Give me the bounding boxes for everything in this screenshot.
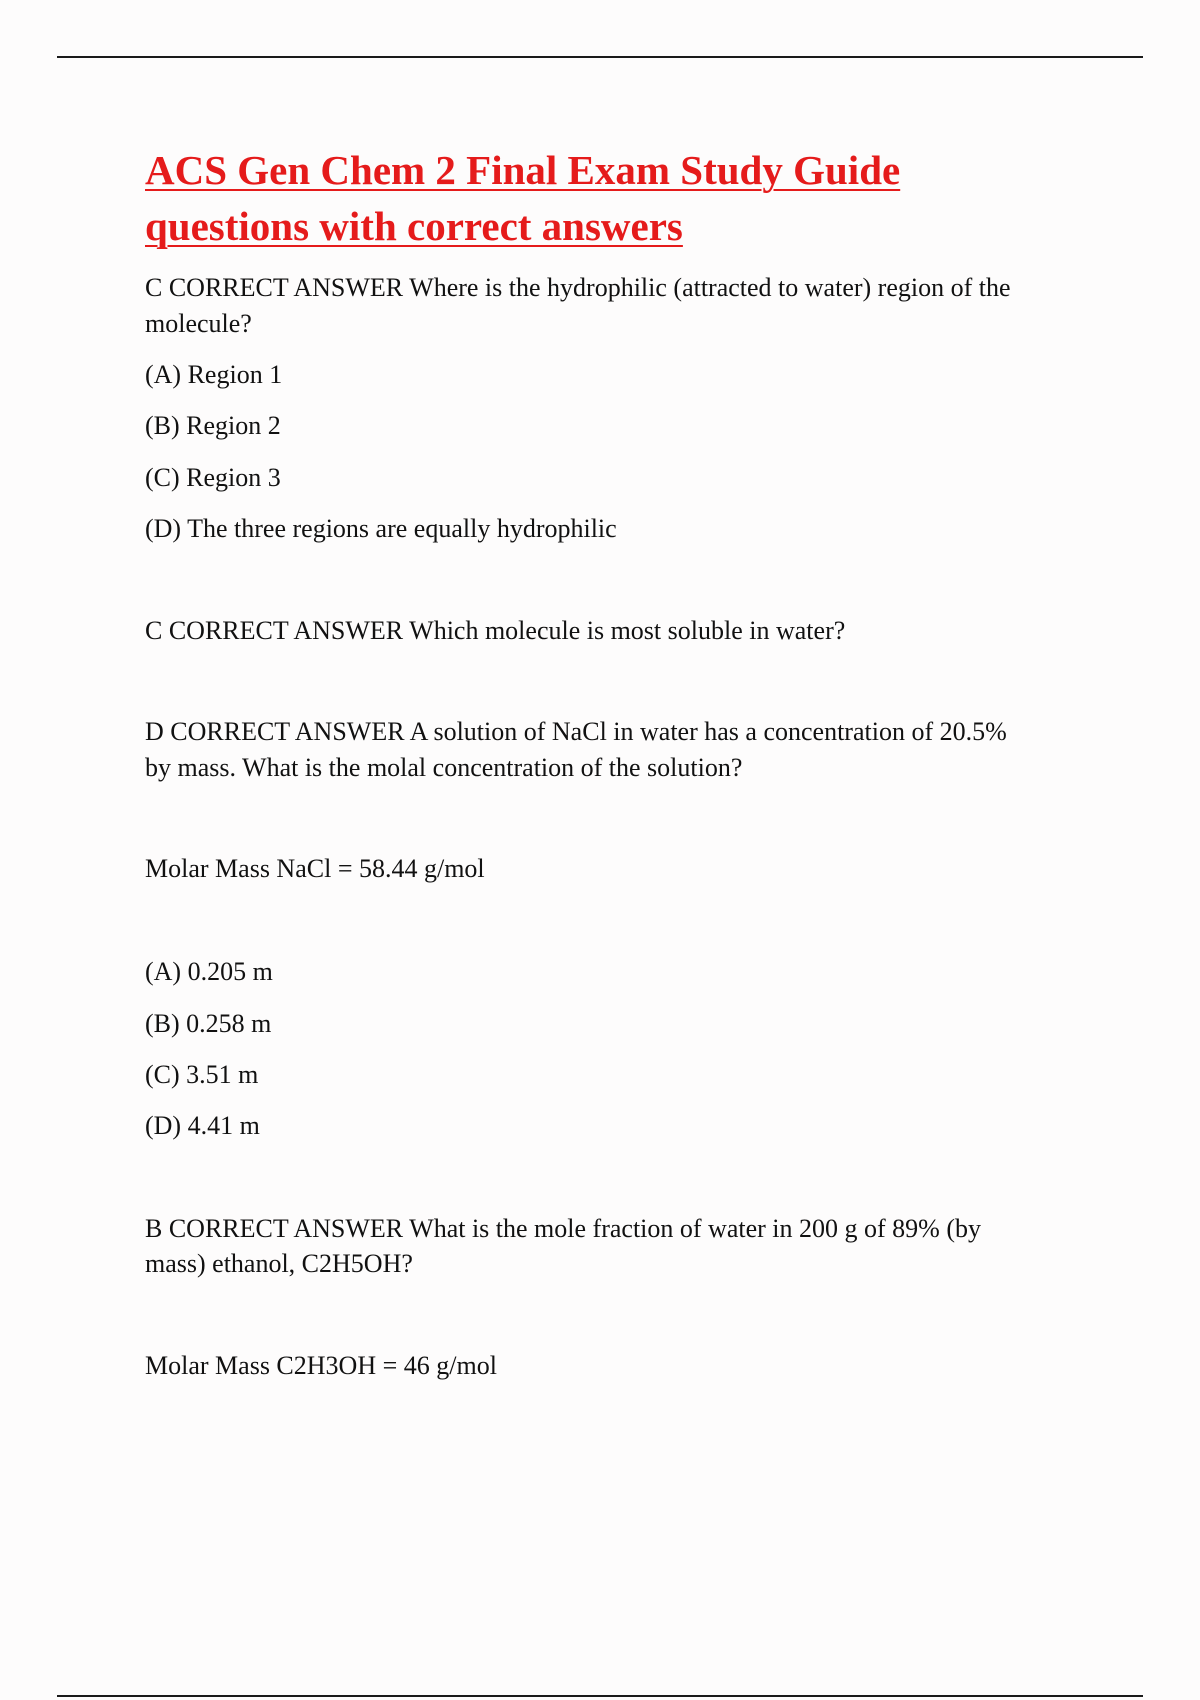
question-1-option-a: (A) Region 1	[145, 360, 283, 389]
question-4-text-line-2: mass) ethanol, C2H5OH?	[145, 1249, 413, 1278]
question-4-text-line-1: B CORRECT ANSWER What is the mole fraction of water in 200 g of 89% (by	[145, 1214, 981, 1243]
question-1-option-c: (C) Region 3	[145, 463, 281, 492]
question-1-option-b: (B) Region 2	[145, 411, 281, 440]
question-4-molar-mass-note: Molar Mass C2H3OH = 46 g/mol	[145, 1351, 497, 1380]
title-line-1: ACS Gen Chem 2 Final Exam Study Guide	[145, 147, 901, 193]
question-1-text-line-1: C CORRECT ANSWER Where is the hydrophilic (attracted to water) region of the	[145, 273, 1011, 302]
question-1-option-d: (D) The three regions are equally hydrophilic	[145, 514, 617, 543]
question-3-text-line-1: D CORRECT ANSWER A solution of NaCl in water has a concentration of 20.5%	[145, 717, 1007, 746]
question-3-molar-mass-note: Molar Mass NaCl = 58.44 g/mol	[145, 854, 485, 883]
document-title	[145, 142, 1105, 254]
question-3-option-a: (A) 0.205 m	[145, 957, 273, 986]
question-3-option-c: (C) 3.51 m	[145, 1060, 259, 1089]
footer-rule	[57, 1695, 1143, 1697]
question-2-text: C CORRECT ANSWER Which molecule is most soluble in water?	[145, 616, 846, 645]
question-1-text-line-2: molecule?	[145, 309, 252, 338]
header-rule	[57, 56, 1143, 58]
question-3-option-d: (D) 4.41 m	[145, 1111, 260, 1140]
question-3-option-b: (B) 0.258 m	[145, 1009, 272, 1038]
title-line-2: questions with correct answers	[145, 203, 683, 249]
question-3-text-line-2: by mass. What is the molal concentration of the solution?	[145, 753, 743, 782]
